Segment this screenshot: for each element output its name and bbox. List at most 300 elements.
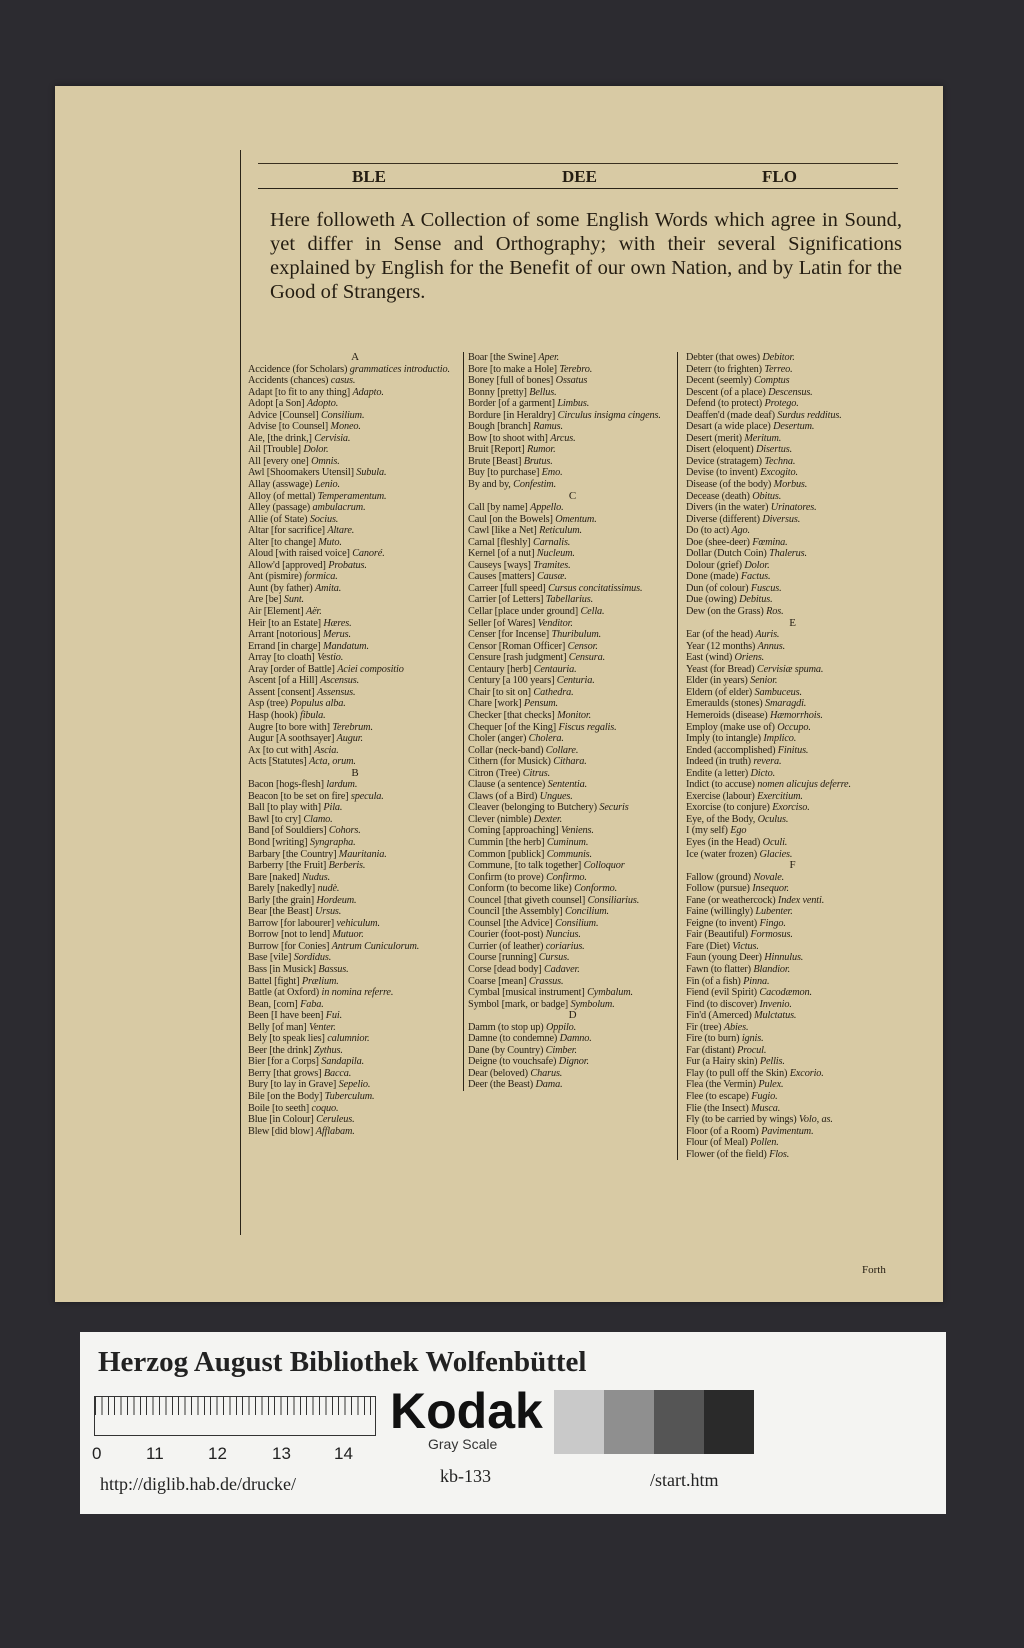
latin-term: Cursus concitatissimus. (548, 582, 643, 594)
english-term: Causes [matters] (468, 571, 535, 583)
english-term: Censure [rash judgment] (468, 652, 567, 664)
dictionary-entry (686, 1045, 899, 1057)
dictionary-entry (468, 479, 677, 491)
letter-heading: A (351, 351, 359, 363)
dictionary-entry (248, 895, 462, 907)
dictionary-entry (686, 502, 899, 514)
english-term: Barberry [the Fruit] (248, 860, 327, 872)
english-term: Employ (make use of) (686, 721, 775, 733)
dictionary-entry (468, 722, 677, 734)
english-term: Cummin [the herb] (468, 836, 545, 848)
english-term: Aunt (by father) (248, 582, 313, 594)
latin-term: Carnalis. (532, 536, 571, 548)
latin-term: Terreo. (764, 363, 793, 375)
latin-term: Venditor. (537, 617, 573, 629)
dictionary-entry (248, 410, 462, 422)
english-term: Defend (to protect) (686, 398, 763, 410)
dictionary-entry (248, 456, 462, 468)
english-term: Descent (of a place) (686, 386, 766, 398)
english-term: Conform (to become like) (468, 883, 572, 895)
dictionary-entry (248, 664, 462, 676)
english-term: Bile [on the Body] (248, 1091, 323, 1102)
latin-term: Cholera. (528, 733, 564, 745)
latin-term: Arcus. (550, 432, 576, 444)
english-term: Indeed (in truth) (686, 756, 751, 768)
latin-term: Collare. (545, 744, 579, 756)
dictionary-entry (686, 918, 899, 930)
dictionary-entry (686, 652, 899, 664)
dictionary-entry (686, 444, 899, 456)
latin-term: Zythus. (313, 1044, 343, 1056)
english-term: Courier (foot-post) (468, 929, 544, 941)
english-term: Flay (to pull off the Skin) (686, 1067, 788, 1079)
english-term: Bordure [in Heraldry] (468, 409, 556, 421)
dictionary-entry (686, 1091, 899, 1103)
latin-term: Oriens. (734, 652, 765, 664)
dictionary-entry (686, 1033, 899, 1045)
english-term: Councel [that giveth counsel] (468, 894, 586, 906)
latin-term: Fuscus. (750, 582, 782, 594)
dictionary-entry (248, 698, 462, 710)
english-term: Confirm (to prove) (468, 871, 544, 883)
latin-term: Descensus. (768, 386, 813, 398)
dictionary-entry (468, 929, 677, 941)
dictionary-entry (248, 849, 462, 861)
dictionary-entry (468, 883, 677, 895)
latin-term: Tabellarius. (545, 594, 594, 606)
gray-scale-patches (554, 1390, 754, 1454)
latin-term: Colloquor (583, 860, 625, 872)
dictionary-entry (686, 710, 899, 722)
latin-term: Cymbalum. (587, 987, 633, 999)
dictionary-entry (468, 398, 677, 410)
english-term: Eyes (in the Head) (686, 836, 761, 848)
english-term: Allay (asswage) (248, 479, 313, 491)
english-term: Barly [the grain] (248, 894, 315, 906)
latin-term: Cella. (580, 606, 605, 618)
latin-term: Pellis. (759, 1056, 785, 1068)
letter-heading: B (351, 766, 359, 779)
latin-term: Sententia. (547, 779, 588, 791)
english-term: Ant (pismire) (248, 571, 302, 583)
latin-term: Consiliarius. (587, 894, 640, 906)
dictionary-entry (686, 1022, 899, 1034)
english-term: Bier [for a Corps] (248, 1056, 319, 1068)
dictionary-entry (686, 537, 899, 549)
dictionary-entry (248, 444, 462, 456)
dictionary-entry (248, 906, 462, 918)
english-term: Array [to cloath] (248, 652, 315, 664)
dictionary-entry (686, 999, 899, 1011)
english-term: East (wind) (686, 652, 733, 664)
url-right: /start.htm (650, 1470, 719, 1490)
dictionary-entry (686, 606, 899, 618)
latin-term: ambulacrum. (312, 502, 366, 514)
dictionary-entry (248, 433, 462, 445)
english-term: Device (stratagem) (686, 455, 762, 467)
english-term: Desart (a wide place) (686, 421, 771, 433)
dictionary-entry (686, 791, 899, 803)
english-term: Currier (of leather) (468, 940, 544, 952)
dictionary-entry (468, 387, 677, 399)
english-term: Fin'd (Amerced) (686, 1010, 752, 1022)
english-term: Endite (a letter) (686, 767, 749, 779)
english-term: Adopt [a Son] (248, 398, 305, 410)
latin-term: Augur. (336, 733, 363, 745)
dictionary-entry (468, 618, 677, 630)
gray-scale-label: Gray Scale (428, 1436, 498, 1452)
dictionary-entry (248, 618, 462, 630)
dictionary-entry (686, 929, 899, 941)
latin-term: Hordeum. (316, 894, 357, 906)
latin-term: Altare. (327, 525, 355, 537)
dictionary-entry (686, 952, 899, 964)
latin-term: Syngrapha. (309, 836, 356, 848)
english-term: Bough [branch] (468, 421, 531, 433)
latin-term: Desertum. (773, 421, 815, 433)
latin-term: grammatices introductio. (349, 363, 450, 375)
english-term: Coarse [mean] (468, 975, 527, 987)
english-term: Been [I have been] (248, 1010, 324, 1022)
dictionary-entry (248, 467, 462, 479)
latin-term: Crassus. (528, 975, 564, 987)
english-term: Aray [order of Battle] (248, 663, 335, 675)
latin-term: Communis. (546, 848, 592, 860)
latin-term: Comptus (753, 375, 790, 387)
latin-term: Ago. (731, 525, 750, 537)
latin-term: Fœmina. (752, 536, 788, 548)
dictionary-entry (686, 352, 899, 364)
dictionary-entry (686, 687, 899, 699)
dictionary-entry (686, 745, 899, 757)
dictionary-entry (686, 525, 899, 537)
english-term: Barbary [the Country] (248, 848, 337, 860)
english-term: Elder (in years) (686, 675, 748, 687)
dictionary-entry (248, 1091, 462, 1103)
english-term: Alter [to change] (248, 536, 316, 548)
english-term: Kernel [of a nut] (468, 548, 535, 560)
latin-term: Terebrum. (332, 721, 373, 733)
english-term: Collar (neck-band) (468, 744, 544, 756)
dictionary-entry (686, 571, 899, 583)
english-term: Checker [that checks] (468, 709, 555, 721)
dictionary-entry (248, 652, 462, 664)
english-term: Allie (of State) (248, 513, 308, 525)
latin-term: Ceruleus. (316, 1114, 355, 1126)
dictionary-entry (468, 675, 677, 687)
latin-term: Venter. (308, 1021, 336, 1033)
english-term: Do (to act) (686, 525, 729, 537)
dictionary-entry (248, 1056, 462, 1068)
english-term: I (my self) (686, 825, 728, 837)
english-term: Emeraulds (stones) (686, 698, 763, 710)
english-term: Band [of Souldiers] (248, 825, 327, 837)
dictionary-entry (248, 398, 462, 410)
english-term: Assent [consent] (248, 686, 315, 698)
english-term: Council [the Assembly] (468, 906, 563, 918)
dictionary-entry (248, 779, 462, 791)
english-term: Cithern (for Musick) (468, 756, 551, 768)
english-term: Decease (death) (686, 490, 750, 502)
dictionary-entry (686, 594, 899, 606)
english-term: Diverse (different) (686, 513, 760, 525)
dictionary-entry (468, 825, 677, 837)
dictionary-entry (468, 410, 677, 422)
latin-term: Consilium. (554, 917, 599, 929)
latin-term: Oculi. (762, 836, 788, 848)
latin-term: Ramus. (533, 421, 563, 433)
latin-term: Sandapila. (321, 1056, 365, 1068)
english-term: Bruit [Report] (468, 444, 525, 456)
latin-term: Pensum. (523, 698, 558, 710)
dictionary-entry (248, 548, 462, 560)
dictionary-entry (468, 964, 677, 976)
latin-term: Obitus. (752, 490, 782, 502)
english-term: Air [Element] (248, 606, 304, 618)
dictionary-entry (686, 664, 899, 676)
english-term: Ear (of the head) (686, 629, 753, 641)
dictionary-entry (468, 756, 677, 768)
latin-term: Ungues. (539, 790, 573, 802)
dictionary-entry (248, 687, 462, 699)
dictionary-entry (248, 1010, 462, 1022)
dictionary-entry (686, 548, 899, 560)
gray-patch (704, 1390, 754, 1454)
dictionary-entry (686, 1079, 899, 1091)
dictionary-entry (248, 583, 462, 595)
latin-term: Pollen. (750, 1137, 779, 1149)
english-term: Censor [Roman Officer] (468, 640, 566, 652)
english-term: Call [by name] (468, 502, 528, 514)
dictionary-entry (248, 791, 462, 803)
english-term: Carreer [full speed] (468, 582, 546, 594)
latin-term: Aciei compositio (337, 663, 404, 675)
latin-term: Disertus. (755, 444, 793, 456)
dictionary-entry (686, 1103, 899, 1115)
dictionary-entry (468, 952, 677, 964)
english-term: Course [running] (468, 952, 537, 964)
english-term: Border [of a garment] (468, 398, 555, 410)
english-term: Ended (accomplished) (686, 744, 776, 756)
dictionary-entry (468, 768, 677, 780)
english-term: Bacon [hogs-flesh] (248, 779, 324, 791)
dictionary-entry (248, 722, 462, 734)
dictionary-entry (686, 779, 899, 791)
english-term: Carrier [of Letters] (468, 594, 544, 606)
english-term: Disease (of the body) (686, 479, 772, 491)
dictionary-entry (248, 629, 462, 641)
english-term: Altar [for sacrifice] (248, 525, 325, 537)
latin-term: Dolor. (303, 444, 329, 456)
latin-term: Senior. (750, 675, 778, 687)
latin-term: Clamo. (303, 813, 333, 825)
latin-term: Mauritania. (338, 848, 387, 860)
latin-term: Blandior. (753, 963, 791, 975)
dictionary-entry (468, 1045, 677, 1057)
dictionary-entry (686, 1056, 899, 1068)
latin-term: Abies. (723, 1021, 749, 1033)
ruler-number: 14 (334, 1444, 353, 1463)
dictionary-entry (686, 583, 899, 595)
ruler-number: 0 (92, 1444, 102, 1463)
latin-term: Ascia. (314, 744, 339, 756)
dictionary-entry (686, 825, 899, 837)
english-term: Deterr (to frighten) (686, 363, 762, 375)
latin-term: Prælium. (301, 975, 339, 987)
latin-term: Volo, as. (798, 1114, 833, 1126)
dictionary-entry (248, 733, 462, 745)
latin-term: Cervisia. (314, 432, 351, 444)
latin-term: Rumor. (526, 444, 556, 456)
english-term: Ail [Trouble] (248, 444, 301, 456)
english-term: Flower (of the field) (686, 1148, 767, 1160)
english-term: Desert (merit) (686, 432, 742, 444)
latin-term: Monitor. (557, 709, 592, 721)
english-term: Commune, [to talk together] (468, 860, 582, 872)
dictionary-entry (468, 918, 677, 930)
dictionary-entry (468, 560, 677, 572)
dictionary-entry (468, 1022, 677, 1034)
latin-term: Afflabam. (315, 1125, 355, 1137)
dictionary-entry (686, 768, 899, 780)
english-term: Burrow [for Conies] (248, 940, 330, 952)
latin-term: Glacies. (759, 848, 793, 860)
letter-heading: D (568, 1009, 577, 1022)
latin-term: Musca. (751, 1102, 781, 1114)
dictionary-entry (468, 906, 677, 918)
latin-term: Populus alba. (290, 698, 346, 710)
column-2 (463, 352, 677, 1091)
english-term: Boile [to seeth] (248, 1102, 310, 1114)
latin-term: Moneo. (330, 421, 361, 433)
latin-term: Pinna. (743, 975, 770, 987)
dictionary-entry (468, 802, 677, 814)
gray-patch (554, 1390, 604, 1454)
latin-term: in nomina referre. (321, 987, 394, 999)
dictionary-entry (686, 976, 899, 988)
dictionary-entry (248, 872, 462, 884)
dictionary-entry (686, 872, 899, 884)
english-term: Boar [the Swine] (468, 352, 536, 363)
english-term: Dun (of colour) (686, 582, 749, 594)
latin-term: Hæmorrhois. (769, 709, 823, 721)
dictionary-entry (468, 849, 677, 861)
latin-term: nudè. (317, 883, 340, 895)
english-term: Ball [to play with] (248, 802, 321, 814)
latin-term: Limbus. (557, 398, 590, 410)
dictionary-entry (248, 837, 462, 849)
latin-term: specula. (350, 790, 384, 802)
dictionary-entry (468, 525, 677, 537)
english-term: Alley (passage) (248, 502, 311, 514)
english-term: Counsel [the Advice] (468, 917, 553, 929)
english-term: Fare (Diet) (686, 940, 730, 952)
latin-term: Omnis. (311, 455, 340, 467)
latin-term: fibula. (299, 709, 326, 721)
latin-term: Nucleum. (536, 548, 575, 560)
latin-term: coriarius. (545, 940, 585, 952)
english-term: Fir (tree) (686, 1021, 722, 1033)
english-term: Fane (or weathercock) (686, 894, 776, 906)
dictionary-entry (686, 814, 899, 826)
dictionary-entry (686, 756, 899, 768)
latin-term: Aër. (305, 606, 322, 618)
dictionary-entry (248, 918, 462, 930)
dictionary-entry (248, 491, 462, 503)
column-3 (677, 352, 899, 1160)
english-term: Eye, of the Body, (686, 813, 756, 825)
dictionary-entry (686, 906, 899, 918)
english-term: Exercise (labour) (686, 790, 755, 802)
latin-term: Implico. (763, 733, 797, 745)
latin-term: Subula. (356, 467, 387, 479)
latin-term: Cuminum. (546, 836, 589, 848)
latin-term: Flos. (769, 1148, 790, 1160)
latin-term: Debitus. (739, 594, 773, 606)
english-term: Debter (that owes) (686, 352, 760, 363)
english-term: Dew (on the Grass) (686, 606, 764, 618)
dictionary-entry (248, 571, 462, 583)
english-term: Barrow [for labourer] (248, 917, 335, 929)
english-term: Citron (Tree) (468, 767, 521, 779)
dictionary-entry (248, 1033, 462, 1045)
dictionary-entry (468, 502, 677, 514)
english-term: Causeys [ways] (468, 559, 531, 571)
latin-term: Urinatores. (770, 502, 817, 514)
ruler-number: 13 (272, 1444, 291, 1463)
latin-term: Pulex. (758, 1079, 784, 1091)
dictionary-entry (686, 837, 899, 849)
dictionary-entry (248, 860, 462, 872)
dictionary-entry (248, 1022, 462, 1034)
dictionary-entry (248, 594, 462, 606)
english-term: Adapt [to fit to any thing] (248, 386, 351, 398)
english-term: Dane (by Country) (468, 1044, 544, 1056)
section-title: Here followeth A Collection of some English Words which agree in Sound, yet differ in Sense and Orthography; with their several Significations explained by English for the Benefit of our own Nation, and by Latin for the Good of Strangers. (270, 209, 902, 303)
dictionary-entry (686, 560, 899, 572)
english-term: Are [be] (248, 594, 282, 606)
english-term: Fly (to be carried by wings) (686, 1114, 797, 1126)
latin-term: Charus. (530, 1067, 563, 1079)
latin-term: Ursus. (314, 906, 342, 918)
dictionary-entry (248, 756, 462, 768)
english-term: Follow (pursue) (686, 883, 750, 895)
dictionary-entry (686, 1137, 899, 1149)
latin-term: Pila. (323, 802, 343, 814)
english-term: Carnal [fleshly] (468, 536, 531, 548)
latin-term: calumnior. (327, 1033, 370, 1045)
gray-patch (604, 1390, 654, 1454)
english-term: Symbol [mark, or badge] (468, 998, 569, 1010)
dictionary-entry (468, 779, 677, 791)
english-term: Chequer [of the King] (468, 721, 557, 733)
english-term: Flour (of Meal) (686, 1137, 748, 1149)
dictionary-entry (686, 629, 899, 641)
latin-term: Novale. (753, 871, 785, 883)
dictionary-entry (248, 929, 462, 941)
dictionary-entry (248, 710, 462, 722)
latin-term: Veniens. (560, 825, 594, 837)
english-term: Bury [to lay in Grave] (248, 1079, 337, 1091)
english-term: Choler (anger) (468, 733, 527, 745)
latin-term: Ascensus. (320, 675, 360, 687)
dictionary-entry (248, 1103, 462, 1115)
english-term: Find (to discover) (686, 998, 758, 1010)
column-1 (248, 352, 462, 1137)
latin-term: Nudus. (302, 871, 331, 883)
english-term: Bow [to shoot with] (468, 432, 548, 444)
latin-term: Fingo. (759, 917, 786, 929)
